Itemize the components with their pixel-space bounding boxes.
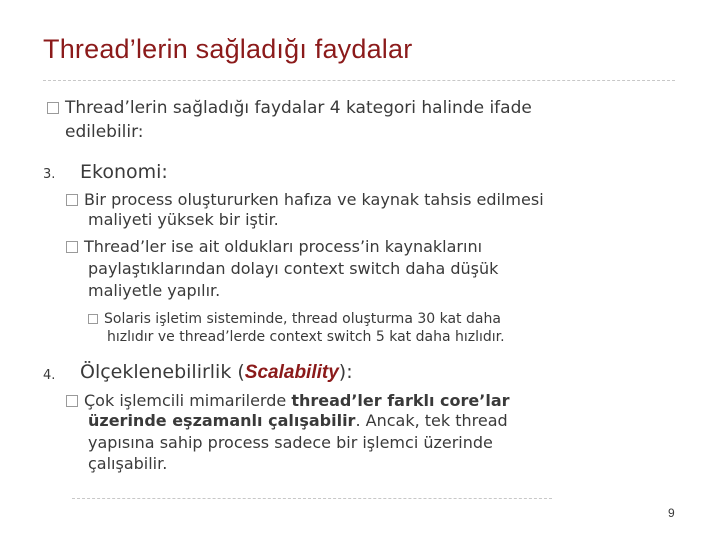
section-3-heading: Ekonomi: bbox=[80, 161, 168, 183]
bullet-text: çalışabilir. bbox=[88, 454, 168, 473]
bullet-text: Bir process oluştururken hafıza ve kaynak tahsis edilmesi bbox=[84, 190, 544, 209]
page-number: 9 bbox=[668, 506, 675, 520]
intro-bullet bbox=[47, 98, 532, 118]
square-bullet-icon bbox=[66, 194, 78, 206]
section-3-bullet-1 bbox=[66, 190, 544, 209]
section-4-bullet-1 bbox=[66, 391, 510, 410]
bullet-bold-text: thread’ler farklı core’lar bbox=[291, 391, 510, 410]
section-4-number: 4. bbox=[43, 368, 56, 383]
bullet-bold-text: üzerinde eşzamanlı çalışabilir bbox=[88, 411, 356, 430]
section-3-bullet-2 bbox=[66, 237, 482, 256]
bullet-text: . Ancak, tek thread bbox=[355, 411, 508, 430]
title-divider bbox=[43, 80, 675, 81]
page-title: Thread’lerin sağladığı faydalar bbox=[43, 34, 413, 64]
bullet-text: Thread’ler ise ait oldukları process’in kaynaklarını bbox=[84, 237, 483, 256]
bullet-text: yapısına sahip process sadece bir işlemci üzerinde bbox=[88, 433, 493, 452]
subbullet-text: Solaris işletim sisteminde, thread oluşturma 30 kat daha bbox=[104, 311, 501, 327]
square-bullet-icon bbox=[88, 314, 98, 324]
bullet-text: maliyeti yüksek bir iştir. bbox=[88, 210, 279, 229]
square-bullet-icon bbox=[66, 241, 78, 253]
section-3-number: 3. bbox=[43, 167, 56, 182]
bullet-text: maliyetle yapılır. bbox=[88, 281, 221, 300]
bullet-text: paylaştıklarından dolayı context switch daha düşük bbox=[88, 259, 499, 278]
section-4-heading bbox=[80, 361, 353, 384]
square-bullet-icon bbox=[66, 395, 78, 407]
intro-line-1: Thread’lerin sağladığı faydalar 4 kategori halinde ifade bbox=[65, 98, 532, 118]
subbullet-text: hızlıdır ve thread’lerde context switch 5 kat daha hızlıdır. bbox=[107, 329, 505, 345]
heading-text: Ölçeklenebilirlik ( bbox=[80, 361, 245, 383]
section-3-subbullet bbox=[88, 311, 501, 327]
heading-text: ): bbox=[338, 361, 353, 383]
bullet-text: Çok işlemcili mimarilerde bbox=[84, 391, 292, 410]
square-bullet-icon bbox=[47, 102, 59, 114]
scalability-term: Scalability bbox=[244, 362, 339, 383]
bullet-line bbox=[88, 411, 508, 430]
footer-divider bbox=[72, 498, 552, 499]
intro-line-2: edilebilir: bbox=[65, 122, 144, 142]
